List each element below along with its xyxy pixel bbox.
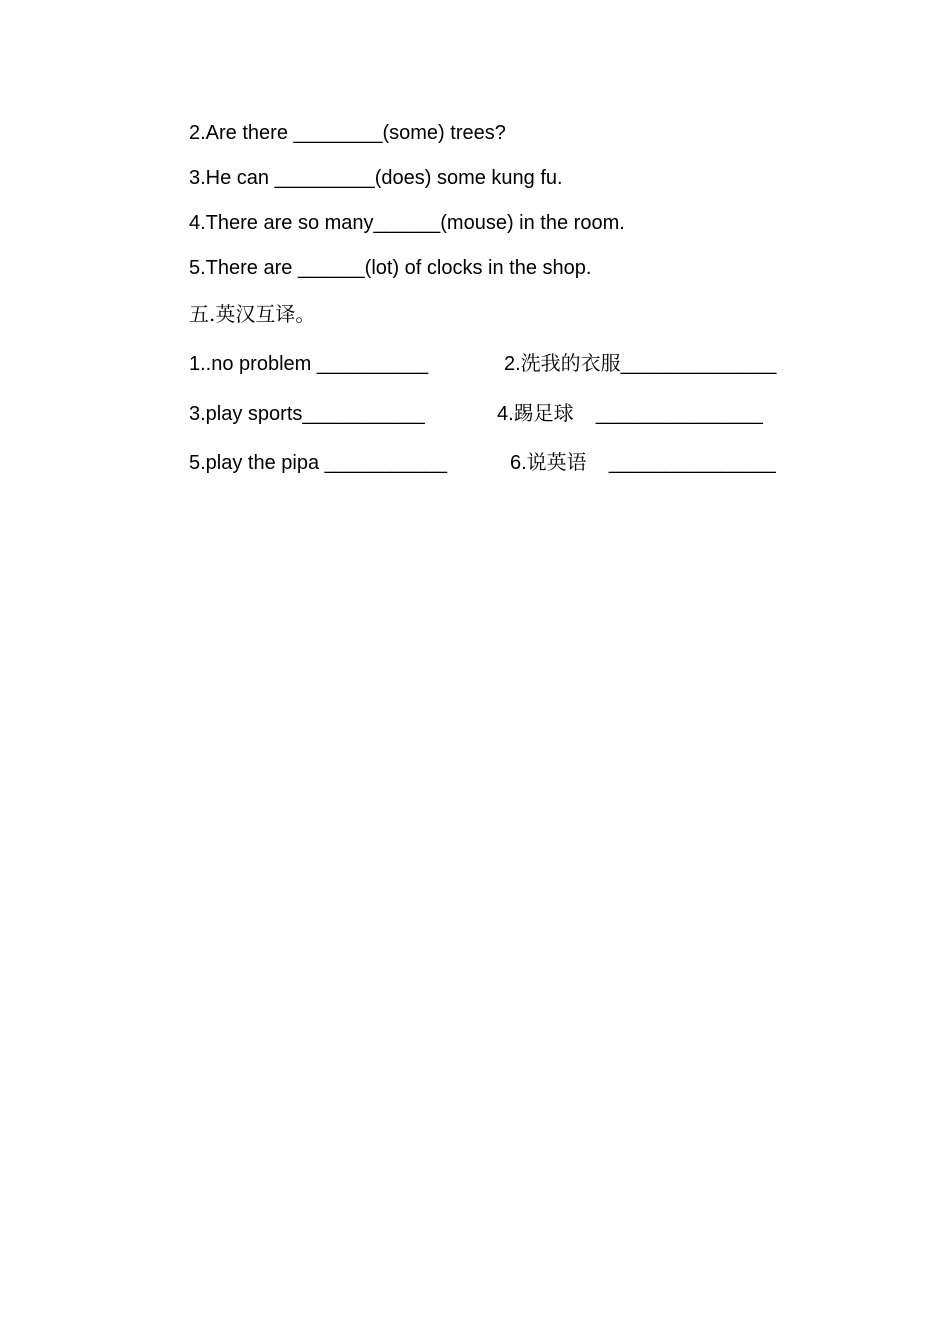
translation-item-3: 3.play sports___________ xyxy=(189,403,425,425)
translation-item-5: 5.play the pipa ___________ xyxy=(189,452,448,474)
question-2: 2.Are there ________(some) trees? xyxy=(189,122,506,144)
section-five-heading: 五.英汉互译。 xyxy=(189,302,316,326)
question-4: 4.There are so many______(mouse) in the room. xyxy=(189,212,625,234)
translation-item-6: 6.说英语 _______________ xyxy=(510,452,776,474)
translation-item-4: 4.踢足球 _______________ xyxy=(497,403,763,425)
translation-item-1: 1..no problem __________ xyxy=(189,353,429,375)
question-5: 5.There are ______(lot) of clocks in the shop. xyxy=(189,257,592,279)
translation-item-2: 2.洗我的衣服______________ xyxy=(504,353,777,375)
question-3: 3.He can _________(does) some kung fu. xyxy=(189,167,563,189)
